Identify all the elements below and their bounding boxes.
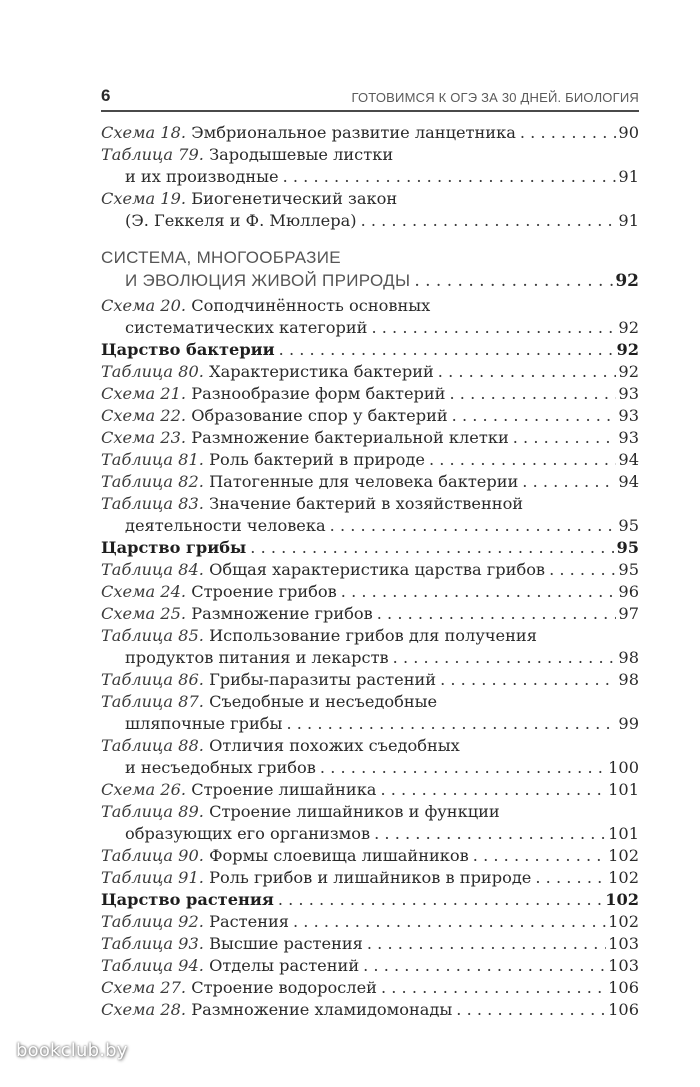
toc-entry-title: Зародышевые листки: [209, 145, 394, 164]
toc-entry-label: Таблица 87.: [101, 692, 204, 711]
toc-line: [101, 210, 639, 232]
toc-line: [101, 515, 639, 537]
toc-entry-title: Значение бактерий в хозяйственной: [209, 494, 524, 513]
toc-page-number: 91: [618, 211, 639, 230]
toc-entry-title: Строение грибов: [191, 582, 337, 601]
dot-leader: [535, 867, 606, 889]
toc-line: [101, 166, 639, 188]
toc-page-number: 93: [618, 428, 639, 447]
toc-entry: [101, 581, 639, 603]
toc-entry-title: систематических категорий: [125, 318, 368, 337]
toc-line: [101, 647, 639, 669]
toc-entry-label: Схема 24.: [101, 582, 187, 601]
dot-leader: [438, 361, 617, 383]
dot-leader: [293, 911, 606, 933]
toc-entry: [101, 691, 639, 735]
toc-entry: [101, 999, 639, 1021]
toc-line: [101, 691, 639, 713]
toc-entry-title: Размножение грибов: [191, 604, 373, 623]
toc-page-number: 92: [616, 340, 639, 359]
toc-entry-title: и несъедобных грибов: [125, 758, 316, 777]
toc-page-number: 96: [618, 582, 639, 601]
toc-entry: [101, 559, 639, 581]
toc-entry-label: Схема 27.: [101, 978, 187, 997]
toc-entry-title: Образование спор у бактерий: [191, 406, 448, 425]
dot-leader: [330, 515, 617, 537]
toc-entry: [101, 933, 639, 955]
toc-entry-label: Таблица 80.: [101, 362, 204, 381]
toc-page-number: 92: [615, 271, 639, 291]
dot-leader: [473, 845, 606, 867]
toc-page-number: 102: [608, 846, 639, 865]
toc-entry-label: Схема 28.: [101, 1000, 187, 1019]
dot-leader: [513, 427, 617, 449]
toc-entry-label: Схема 18.: [101, 123, 187, 142]
toc-entry-title: деятельности человека: [125, 516, 326, 535]
toc-line: [101, 955, 639, 977]
toc-page-number: 100: [608, 758, 639, 777]
toc-entry: [101, 977, 639, 999]
toc-entry-title: образующих его организмов: [125, 824, 371, 843]
watermark: bookclub.by: [16, 1040, 128, 1061]
dot-leader: [363, 955, 606, 977]
toc-entry-title: Царство растения: [101, 890, 274, 909]
toc-page-number: 94: [618, 472, 639, 491]
toc-entry-label: Таблица 93.: [101, 934, 204, 953]
toc-entry-title: (Э. Геккеля и Ф. Мюллера): [125, 211, 357, 230]
toc-entry-title: Роль грибов и лишайников в природе: [209, 868, 532, 887]
dot-leader: [320, 757, 606, 779]
dot-leader: [286, 713, 616, 735]
toc-kingdom-heading: [101, 339, 639, 361]
toc-entry-title: Патогенные для человека бактерии: [209, 472, 519, 491]
toc-entry-label: Таблица 91.: [101, 868, 204, 887]
toc-entry: [101, 188, 639, 232]
toc-entry-title: Строение лишайника: [191, 780, 377, 799]
dot-leader: [279, 339, 615, 361]
toc-entry: [101, 735, 639, 779]
toc-page-number: 90: [618, 123, 639, 142]
toc-entry-label: Таблица 83.: [101, 494, 204, 513]
toc-entry-title: Царство бактерии: [101, 340, 275, 359]
book-page: [101, 84, 639, 1021]
toc-kingdom-heading: [101, 537, 639, 559]
toc-page-number: 95: [618, 516, 639, 535]
toc-entry-title: Строение водорослей: [191, 978, 377, 997]
table-of-contents: [101, 122, 639, 1021]
toc-line: [101, 603, 639, 625]
toc-line: [101, 933, 639, 955]
toc-line: [101, 144, 639, 166]
toc-page-number: 92: [618, 362, 639, 381]
toc-entry-title: продуктов питания и лекарств: [125, 648, 389, 667]
dot-leader: [283, 166, 617, 188]
toc-entry: [101, 449, 639, 471]
dot-leader: [381, 977, 606, 999]
toc-line: [101, 317, 639, 339]
toc-entry-label: Схема 26.: [101, 780, 187, 799]
dot-leader: [440, 669, 616, 691]
toc-line: [101, 999, 639, 1021]
dot-leader: [371, 317, 616, 339]
toc-page-number: 97: [618, 604, 639, 623]
dot-leader: [522, 471, 616, 493]
toc-page-number: 101: [608, 780, 639, 799]
toc-page-number: 102: [605, 890, 639, 909]
toc-line: [101, 427, 639, 449]
toc-entry: [101, 493, 639, 537]
toc-entry-label: Таблица 81.: [101, 450, 204, 469]
toc-entry: [101, 361, 639, 383]
toc-entry-title: Соподчинённость основных: [191, 296, 431, 315]
dot-leader: [393, 647, 617, 669]
toc-entry-label: Таблица 84.: [101, 560, 204, 579]
toc-entry-title: Размножение хламидомонады: [191, 1000, 453, 1019]
toc-entry: [101, 625, 639, 669]
toc-line: [101, 581, 639, 603]
toc-line: [101, 867, 639, 889]
toc-kingdom-heading: [101, 889, 639, 911]
toc-line: [101, 559, 639, 581]
toc-entry: [101, 955, 639, 977]
toc-line: [101, 801, 639, 823]
toc-entry-title: Отделы растений: [209, 956, 360, 975]
toc-entry: [101, 471, 639, 493]
toc-page-number: 99: [618, 714, 639, 733]
toc-line: [101, 493, 639, 515]
toc-line: [101, 713, 639, 735]
toc-page-number: 102: [608, 868, 639, 887]
running-head: [101, 84, 639, 106]
dot-leader: [341, 581, 617, 603]
toc-entry-title: Царство грибы: [101, 538, 247, 557]
toc-entry-label: Схема 25.: [101, 604, 187, 623]
toc-entry: [101, 779, 639, 801]
toc-page-number: 106: [608, 1000, 639, 1019]
toc-line: [101, 383, 639, 405]
toc-entry-title: Грибы-паразиты растений: [209, 670, 437, 689]
toc-line: [101, 471, 639, 493]
toc-line: [101, 823, 639, 845]
toc-entry-title: и их производные: [125, 167, 279, 186]
dot-leader: [414, 270, 613, 293]
toc-entry-title: Использование грибов для получения: [209, 626, 537, 645]
toc-entry-title: Высшие растения: [209, 934, 363, 953]
toc-entry-title: Строение лишайников и функции: [209, 802, 500, 821]
toc-page-number: 101: [608, 824, 639, 843]
toc-entry-label: Таблица 86.: [101, 670, 204, 689]
toc-entry-label: Таблица 85.: [101, 626, 204, 645]
toc-line: [101, 339, 639, 361]
toc-entry: [101, 867, 639, 889]
toc-page-number: 94: [618, 450, 639, 469]
toc-entry: [101, 383, 639, 405]
toc-entry-title: Характеристика бактерий: [209, 362, 434, 381]
toc-line: [101, 361, 639, 383]
toc-line: [101, 188, 639, 210]
toc-entry-label: Таблица 79.: [101, 145, 204, 164]
toc-entry-title: Растения: [209, 912, 289, 931]
toc-entry: [101, 122, 639, 144]
dot-leader: [456, 999, 606, 1021]
dot-leader: [250, 537, 614, 559]
toc-entry: [101, 603, 639, 625]
toc-page-number: 103: [608, 956, 639, 975]
toc-line: [101, 449, 639, 471]
toc-line: [101, 625, 639, 647]
toc-line: [101, 122, 639, 144]
toc-entry-title: шляпочные грибы: [125, 714, 283, 733]
toc-page-number: 91: [618, 167, 639, 186]
toc-entry-label: Схема 23.: [101, 428, 187, 447]
toc-line: [101, 735, 639, 757]
toc-entry-label: Схема 20.: [101, 296, 187, 315]
book-title: ГОТОВИМСЯ К ОГЭ ЗА 30 ДНЕЙ. БИОЛОГИЯ: [351, 90, 639, 105]
toc-entry: [101, 144, 639, 188]
toc-entry-label: Таблица 89.: [101, 802, 204, 821]
dot-leader: [278, 889, 603, 911]
toc-page-number: 93: [618, 406, 639, 425]
toc-entry: [101, 911, 639, 933]
toc-entry-label: Схема 19.: [101, 189, 187, 208]
toc-entry-label: Схема 21.: [101, 384, 187, 403]
dot-leader: [549, 559, 616, 581]
header-rule: [101, 110, 639, 112]
toc-entry-title: Роль бактерий в природе: [209, 450, 425, 469]
toc-entry-label: Таблица 82.: [101, 472, 204, 491]
toc-line: [101, 779, 639, 801]
toc-entry-label: Таблица 88.: [101, 736, 204, 755]
toc-entry-title: И ЭВОЛЮЦИЯ ЖИВОЙ ПРИРОДЫ: [125, 271, 411, 290]
toc-line: [101, 845, 639, 867]
toc-entry: [101, 405, 639, 427]
toc-line: [101, 405, 639, 427]
toc-entry-label: Таблица 94.: [101, 956, 204, 975]
toc-line: [101, 269, 639, 293]
page-number: 6: [101, 86, 111, 105]
dot-leader: [367, 933, 606, 955]
toc-entry: [101, 295, 639, 339]
toc-page-number: 103: [608, 934, 639, 953]
toc-entry: [101, 845, 639, 867]
toc-page-number: 98: [618, 648, 639, 667]
toc-entry-title: СИСТЕМА, МНОГООБРАЗИЕ: [101, 248, 341, 267]
toc-entry-title: Эмбриональное развитие ланцетника: [191, 123, 516, 142]
toc-line: [101, 889, 639, 911]
dot-leader: [429, 449, 616, 471]
toc-entry-title: Размножение бактериальной клетки: [191, 428, 509, 447]
dot-leader: [449, 383, 616, 405]
toc-entry-title: Общая характеристика царства грибов: [209, 560, 546, 579]
toc-entry-label: Таблица 90.: [101, 846, 204, 865]
toc-line: [101, 911, 639, 933]
toc-line: [101, 246, 639, 269]
dot-leader: [377, 603, 617, 625]
dot-leader: [374, 823, 606, 845]
toc-entry-title: Съедобные и несъедобные: [209, 692, 438, 711]
toc-page-number: 95: [616, 538, 639, 557]
toc-entry: [101, 669, 639, 691]
toc-page-number: 95: [618, 560, 639, 579]
toc-entry-title: Биогенетический закон: [191, 189, 398, 208]
dot-leader: [452, 405, 617, 427]
toc-entry-title: Отличия похожих съедобных: [209, 736, 460, 755]
toc-line: [101, 295, 639, 317]
dot-leader: [520, 122, 617, 144]
toc-entry: [101, 427, 639, 449]
toc-page-number: 93: [618, 384, 639, 403]
toc-page-number: 106: [608, 978, 639, 997]
dot-leader: [361, 210, 617, 232]
toc-entry-label: Таблица 92.: [101, 912, 204, 931]
toc-entry-title: Формы слоевища лишайников: [209, 846, 469, 865]
toc-line: [101, 757, 639, 779]
toc-line: [101, 669, 639, 691]
toc-page-number: 92: [618, 318, 639, 337]
toc-line: [101, 537, 639, 559]
toc-entry-label: Схема 22.: [101, 406, 187, 425]
toc-page-number: 98: [618, 670, 639, 689]
toc-entry-title: Разнообразие форм бактерий: [191, 384, 446, 403]
toc-page-number: 102: [608, 912, 639, 931]
toc-entry: [101, 801, 639, 845]
toc-section-heading: [101, 246, 639, 293]
dot-leader: [380, 779, 606, 801]
toc-line: [101, 977, 639, 999]
